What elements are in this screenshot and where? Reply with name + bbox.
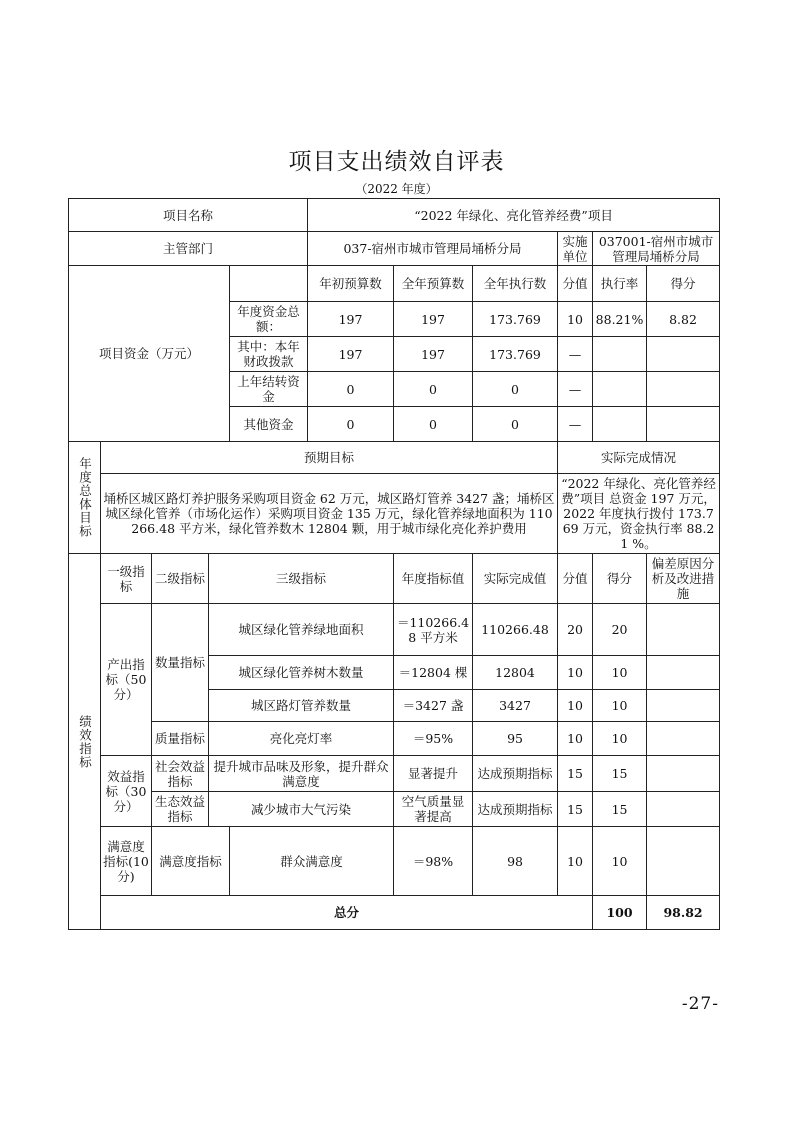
funds-row-name: 上年结转资金 [230, 372, 308, 407]
implementer-label: 实施单位 [558, 232, 593, 266]
funds-row-annual: 197 [394, 302, 473, 337]
benefit-label: 效益指标（30分） [101, 756, 152, 827]
header-level3: 三级指标 [209, 554, 394, 604]
funds-header-weight: 分值 [558, 266, 593, 302]
indicator-name: 群众满意度 [230, 827, 394, 896]
indicator-weight: 15 [558, 756, 593, 792]
indicator-score: 15 [593, 756, 647, 792]
goals-side-label: 年度总体目标 [69, 442, 101, 554]
indicator-name: 城区绿化管养树木数量 [209, 656, 394, 690]
indicator-deviation [647, 722, 720, 756]
goals-header-row [69, 442, 720, 474]
output-label: 产出指标（50分） [101, 604, 152, 756]
funds-header-score: 得分 [647, 266, 720, 302]
funds-row-weight: — [558, 407, 593, 442]
indicator-row [69, 792, 720, 827]
header-weight: 分值 [558, 554, 593, 604]
funds-row-rate [593, 407, 647, 442]
indicators-header-row [69, 554, 720, 604]
header-score: 得分 [593, 554, 647, 604]
indicator-actual: 95 [473, 722, 558, 756]
total-row [69, 896, 720, 930]
header-target: 年度指标值 [394, 554, 473, 604]
indicator-name: 减少城市大气污染 [209, 792, 394, 827]
indicator-name: 城区绿化管养绿地面积 [209, 604, 394, 656]
funds-row-executed: 173.769 [473, 337, 558, 372]
indicator-row [69, 756, 720, 792]
goals-expected-header: 预期目标 [101, 442, 558, 474]
social-benefit-label: 社会效益指标 [152, 756, 209, 792]
header-deviation: 偏差原因分析及改进措施 [647, 554, 720, 604]
indicator-actual: 12804 [473, 656, 558, 690]
funds-row-name: 其他资金 [230, 407, 308, 442]
indicator-row [69, 722, 720, 756]
funds-header-row [69, 266, 720, 302]
satisfaction-sub-label: 满意度指标 [152, 827, 230, 896]
page-title: 项目支出绩效自评表 [288, 149, 505, 175]
goals-expected-text: 埇桥区城区路灯养护服务采购项目资金 62 万元，城区路灯管养 3427 盏；埇桥区城区绿化管养（市场化运作）采购项目资金 135 万元，绿化管养绿地面积为 110266.48 平方米，绿化管养数木 12804 颗，用于城市绿化亮化养护费用 [101, 474, 558, 554]
funds-row-name: 年度资金总额： [230, 302, 308, 337]
funds-row-executed: 0 [473, 407, 558, 442]
indicator-target: ＝110266.48 平方米 [394, 604, 473, 656]
indicator-row [69, 604, 720, 656]
project-name-row [69, 199, 720, 232]
funds-header-annual: 全年预算数 [394, 266, 473, 302]
funds-row-weight: 10 [558, 302, 593, 337]
indicator-weight: 10 [558, 690, 593, 722]
indicator-weight: 15 [558, 792, 593, 827]
funds-row-executed: 0 [473, 372, 558, 407]
funds-row-annual: 0 [394, 407, 473, 442]
funds-row-score [647, 337, 720, 372]
indicator-score: 10 [593, 827, 647, 896]
indicator-name: 亮化亮灯率 [209, 722, 394, 756]
funds-row-rate [593, 337, 647, 372]
indicator-score: 10 [593, 690, 647, 722]
goals-actual-header: 实际完成情况 [558, 442, 720, 474]
indicator-target: ＝95% [394, 722, 473, 756]
funds-row-name: 其中：本年财政拨款 [230, 337, 308, 372]
funds-row-score [647, 407, 720, 442]
funds-row-score [647, 372, 720, 407]
funds-label: 项目资金（万元） [69, 266, 230, 442]
funds-row-score: 8.82 [647, 302, 720, 337]
indicator-deviation [647, 792, 720, 827]
goals-actual-text: “2022 年绿化、亮化管养经费”项目 总资金 197 万元，2022 年度执行拨付 173.769 万元，资金执行率 88.21 %。 [558, 474, 720, 554]
indicator-target: ＝12804 棵 [394, 656, 473, 690]
indicator-score: 20 [593, 604, 647, 656]
indicator-score: 10 [593, 722, 647, 756]
indicator-actual: 110266.48 [473, 604, 558, 656]
indicator-deviation [647, 656, 720, 690]
quality-label: 质量指标 [152, 722, 209, 756]
indicator-deviation [647, 604, 720, 656]
self-evaluation-table [68, 198, 720, 930]
department-value: 037-宿州市城市管理局埇桥分局 [308, 232, 558, 266]
project-name-label: 项目名称 [69, 199, 308, 232]
indicator-score: 15 [593, 792, 647, 827]
header-actual: 实际完成值 [473, 554, 558, 604]
funds-row-annual: 0 [394, 372, 473, 407]
indicator-target: ＝98% [394, 827, 473, 896]
indicator-weight: 10 [558, 656, 593, 690]
department-row [69, 232, 720, 266]
indicator-name: 城区路灯管养数量 [209, 690, 394, 722]
indicator-target: 空气质量显著提高 [394, 792, 473, 827]
funds-header-rate: 执行率 [593, 266, 647, 302]
total-score: 98.82 [647, 896, 720, 930]
project-name-value: “2022 年绿化、亮化管养经费”项目 [308, 199, 720, 232]
indicator-name: 提升城市品味及形象，提升群众满意度 [209, 756, 394, 792]
indicator-actual: 98 [473, 827, 558, 896]
funds-row-initial: 197 [308, 337, 394, 372]
eco-benefit-label: 生态效益指标 [152, 792, 209, 827]
funds-row-annual: 197 [394, 337, 473, 372]
funds-row-initial: 197 [308, 302, 394, 337]
header-level2: 二级指标 [152, 554, 209, 604]
indicator-deviation [647, 756, 720, 792]
quantity-label: 数量指标 [152, 604, 209, 722]
indicator-row [69, 827, 720, 896]
indicator-score: 10 [593, 656, 647, 690]
funds-row-rate: 88.21% [593, 302, 647, 337]
header-level1: 一级指标 [101, 554, 152, 604]
indicator-target: ＝3427 盏 [394, 690, 473, 722]
total-label: 总分 [101, 896, 593, 930]
indicator-deviation [647, 690, 720, 722]
indicator-actual: 达成预期指标 [473, 792, 558, 827]
funds-row-weight: — [558, 372, 593, 407]
indicator-weight: 10 [558, 827, 593, 896]
page-subtitle: （2022 年度） [355, 182, 438, 196]
funds-row-initial: 0 [308, 372, 394, 407]
goals-content-row [69, 474, 720, 554]
funds-row-weight: — [558, 337, 593, 372]
indicator-actual: 3427 [473, 690, 558, 722]
funds-row-initial: 0 [308, 407, 394, 442]
indicator-deviation [647, 827, 720, 896]
implementer-value: 037001-宿州市城市管理局埇桥分局 [593, 232, 720, 266]
department-label: 主管部门 [69, 232, 308, 266]
funds-row-executed: 173.769 [473, 302, 558, 337]
total-weight: 100 [593, 896, 647, 930]
funds-header-executed: 全年执行数 [473, 266, 558, 302]
page-number: -27- [681, 994, 719, 1014]
indicator-weight: 10 [558, 722, 593, 756]
indicators-side-label: 绩效指标 [69, 554, 101, 930]
funds-row-rate [593, 372, 647, 407]
satisfaction-label: 满意度指标(10分) [101, 827, 152, 896]
indicator-actual: 达成预期指标 [473, 756, 558, 792]
indicator-weight: 20 [558, 604, 593, 656]
funds-header-name [230, 266, 308, 302]
funds-header-initial: 年初预算数 [308, 266, 394, 302]
indicator-target: 显著提升 [394, 756, 473, 792]
